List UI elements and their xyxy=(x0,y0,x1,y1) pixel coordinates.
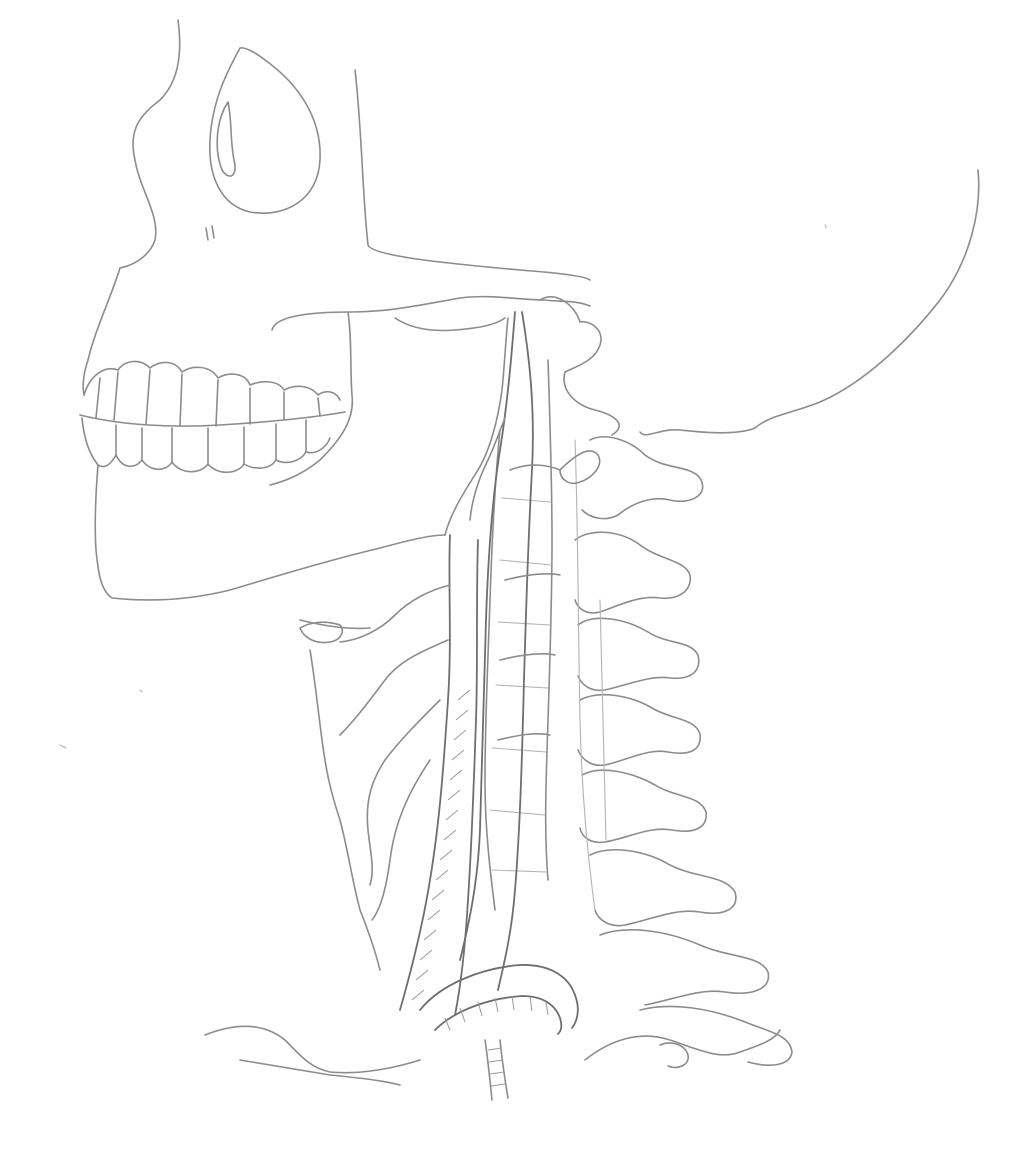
vertebral-bodies-back xyxy=(546,360,552,880)
lower-teeth-dividers xyxy=(116,420,306,464)
skull-orbit xyxy=(210,48,320,213)
c4-process xyxy=(578,618,699,690)
carotid-vessels xyxy=(300,535,478,1015)
c6-process xyxy=(580,770,706,842)
skull-zygoma-lower xyxy=(395,318,505,331)
rib-loop xyxy=(660,1043,688,1067)
clavicle xyxy=(205,1026,420,1072)
c5-process xyxy=(578,695,700,766)
carotid-branch-mid xyxy=(340,640,448,735)
aortic-arch xyxy=(205,965,780,1100)
skull-zygomatic-arch xyxy=(272,297,590,330)
vertebral-artery-left-wall xyxy=(460,312,515,960)
skull-forehead xyxy=(120,20,180,268)
upper-teeth-row xyxy=(84,361,340,400)
skull-orbit-inner xyxy=(217,102,235,176)
carotid-right-wall xyxy=(455,540,478,1015)
arch-outer xyxy=(420,965,578,1028)
t2-process xyxy=(640,1006,792,1065)
carotid-branch-upper xyxy=(340,585,450,642)
axis-c2 xyxy=(582,437,703,519)
c7-process xyxy=(590,850,736,926)
skull xyxy=(83,20,979,600)
vertebral-artery-right-wall xyxy=(498,312,533,990)
vertebral-body-lines xyxy=(490,498,552,872)
t1-process xyxy=(600,930,768,1005)
atlas-c1 xyxy=(540,297,619,435)
teeth xyxy=(80,361,345,472)
neck-front-outline xyxy=(300,620,380,970)
skull-occiput xyxy=(640,170,979,435)
styloid xyxy=(470,418,505,520)
shoulder-lower xyxy=(240,1060,400,1085)
cervical-vertebrae xyxy=(485,297,792,1065)
skull-cranium xyxy=(355,70,590,280)
arch-inner xyxy=(435,996,561,1034)
skull-nasal-mark xyxy=(206,226,214,240)
vertebral-artery-loop xyxy=(560,451,600,483)
upper-teeth-dividers xyxy=(96,370,320,426)
skull-maxilla xyxy=(83,268,120,395)
thyroid-branch xyxy=(372,760,430,920)
carotid-branch-lower xyxy=(367,700,440,885)
mandible-angle xyxy=(445,318,508,535)
spinal-canal-rails xyxy=(575,440,606,910)
first-rib xyxy=(585,1030,780,1060)
stray-marks xyxy=(60,225,826,748)
c3-process xyxy=(575,532,690,613)
